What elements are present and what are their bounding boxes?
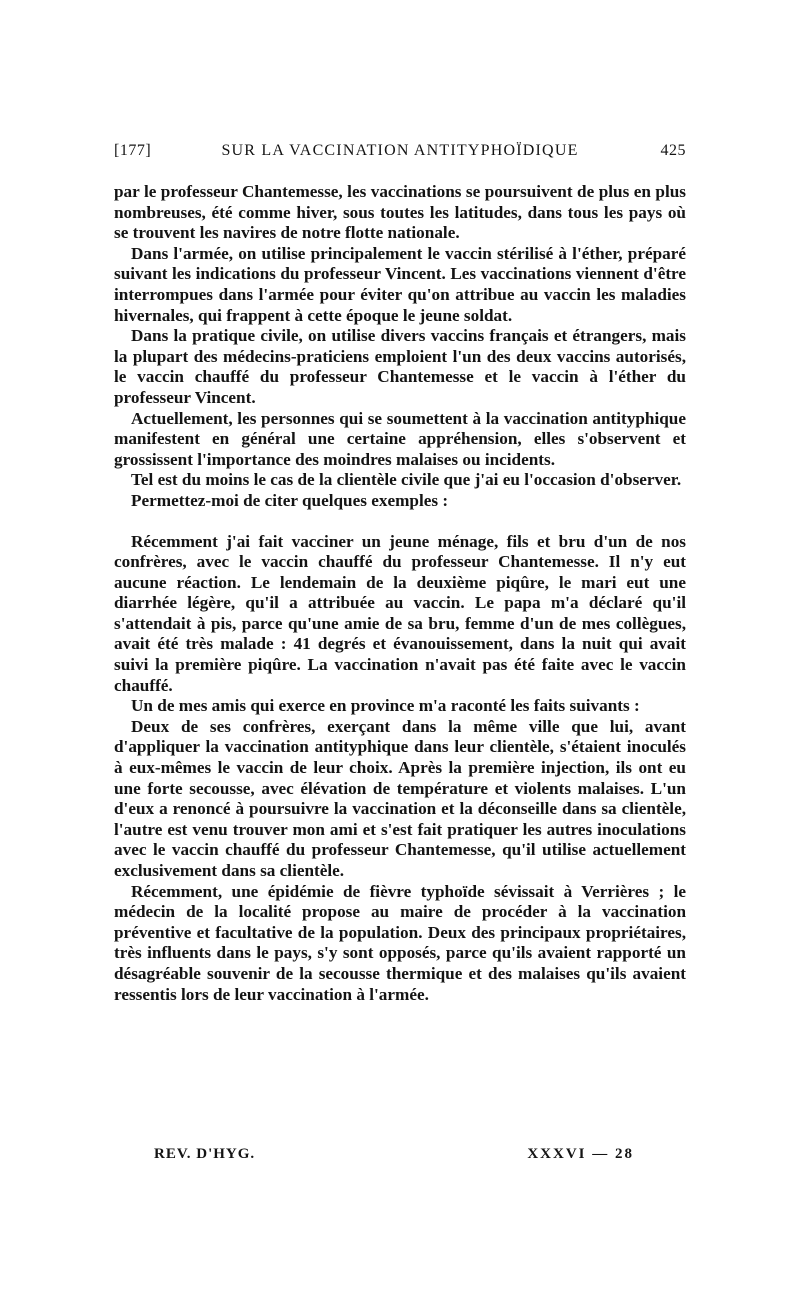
paragraph: Dans l'armée, on utilise principalement le vaccin stérilisé à l'éther, préparé suivant les indications du professeur Vincent. Les vaccinations viennent d'être interrompues dans l'armée pour éviter qu'on attribue au vaccin les maladies hivernales, qui frappent à cette époque le jeune soldat. xyxy=(114,243,686,325)
page-number: 425 xyxy=(660,142,686,159)
paragraph: Permettez-moi de citer quelques exemples : xyxy=(131,490,449,510)
paragraph: Dans la pratique civile, on utilise divers vaccins français et étrangers, mais la plupart des médecins-praticiens emploient l'un des deux vaccins autorisés, le vaccin chauffé du professeur Chantemesse et le vaccin à l'éther du professeur Vincent. xyxy=(114,326,686,407)
paragraph: Récemment j'ai fait vacciner un jeune ménage, fils et bru d'un de nos confrères, avec le vaccin chauffé du professeur Chantemesse. Il n'y eut aucune réaction. Le lendemain de la deuxième piqûre, le mari eut une diarrhée légère, qu'il a attribuée au vaccin. Le papa m'a déclaré qu'il s'attendait à pis, parce qu'une amie de sa bru, femme d'un de mes collègues, avait été très malade : 41 degrés et évanouissement, dans la nuit qui avait suivi la première piqûre. La vaccination n'avait pas été faite avec le vaccin chauffé. xyxy=(114,531,686,695)
paragraph: par le professeur Chantemesse, les vaccinations se poursuivent de plus en plus nombreuses, été comme hiver, sous toutes les latitudes, dans tous les pays où se trouvent les navires de notre flotte nationale. xyxy=(114,182,686,243)
volume-signature: XXXVI — 28 xyxy=(527,1146,634,1162)
journal-signature: REV. D'HYG. xyxy=(154,1146,256,1162)
body-text xyxy=(114,182,686,1005)
running-title: SUR LA VACCINATION ANTITYPHOÏDIQUE xyxy=(221,142,579,159)
paragraph: Récemment, une épidémie de fièvre typhoïde sévissait à Verrières ; le médecin de la localité propose au maire de procéder à la vaccination préventive et facultative de la population. Deux des principaux propriétaires, très influents dans le pays, s'y sont opposés, parce qu'ils avaient rapporté un désagréable souvenir de la secousse thermique et des malaises qu'ils avaient ressentis lors de leur vaccination à l'armée. xyxy=(114,881,686,1004)
running-head xyxy=(114,142,686,168)
page xyxy=(114,142,686,1005)
paragraph: Deux de ses confrères, exerçant dans la même ville que lui, avant d'appliquer la vaccination antityphique dans leur clientèle, s'étaient inoculés à eux-mêmes le vaccin de leur choix. Après la première injection, ils ont eu une forte secousse, avec élévation de température et violents malaises. L'un d'eux a renoncé à poursuivre la vaccination et la déconseille dans sa clientèle, l'autre est venu trouver mon ami et s'est fait pratiquer les autres inoculations avec le vaccin chauffé du professeur Chantemesse, qu'il utilise actuellement exclusivement dans sa clientèle. xyxy=(114,716,686,880)
paragraph: Actuellement, les personnes qui se soumettent à la vaccination antityphique manifestent en général une certaine appréhension, elles s'observent et grossissent l'importance des moindres malaises ou incidents. xyxy=(114,408,686,469)
paragraph: Tel est du moins le cas de la clientèle civile que j'ai eu l'occasion d'observer. xyxy=(131,470,682,490)
footer xyxy=(154,1146,634,1170)
paragraph: Un de mes amis qui exerce en province m'a raconté les faits suivants : xyxy=(131,696,640,716)
section-marker: [177] xyxy=(114,142,152,159)
